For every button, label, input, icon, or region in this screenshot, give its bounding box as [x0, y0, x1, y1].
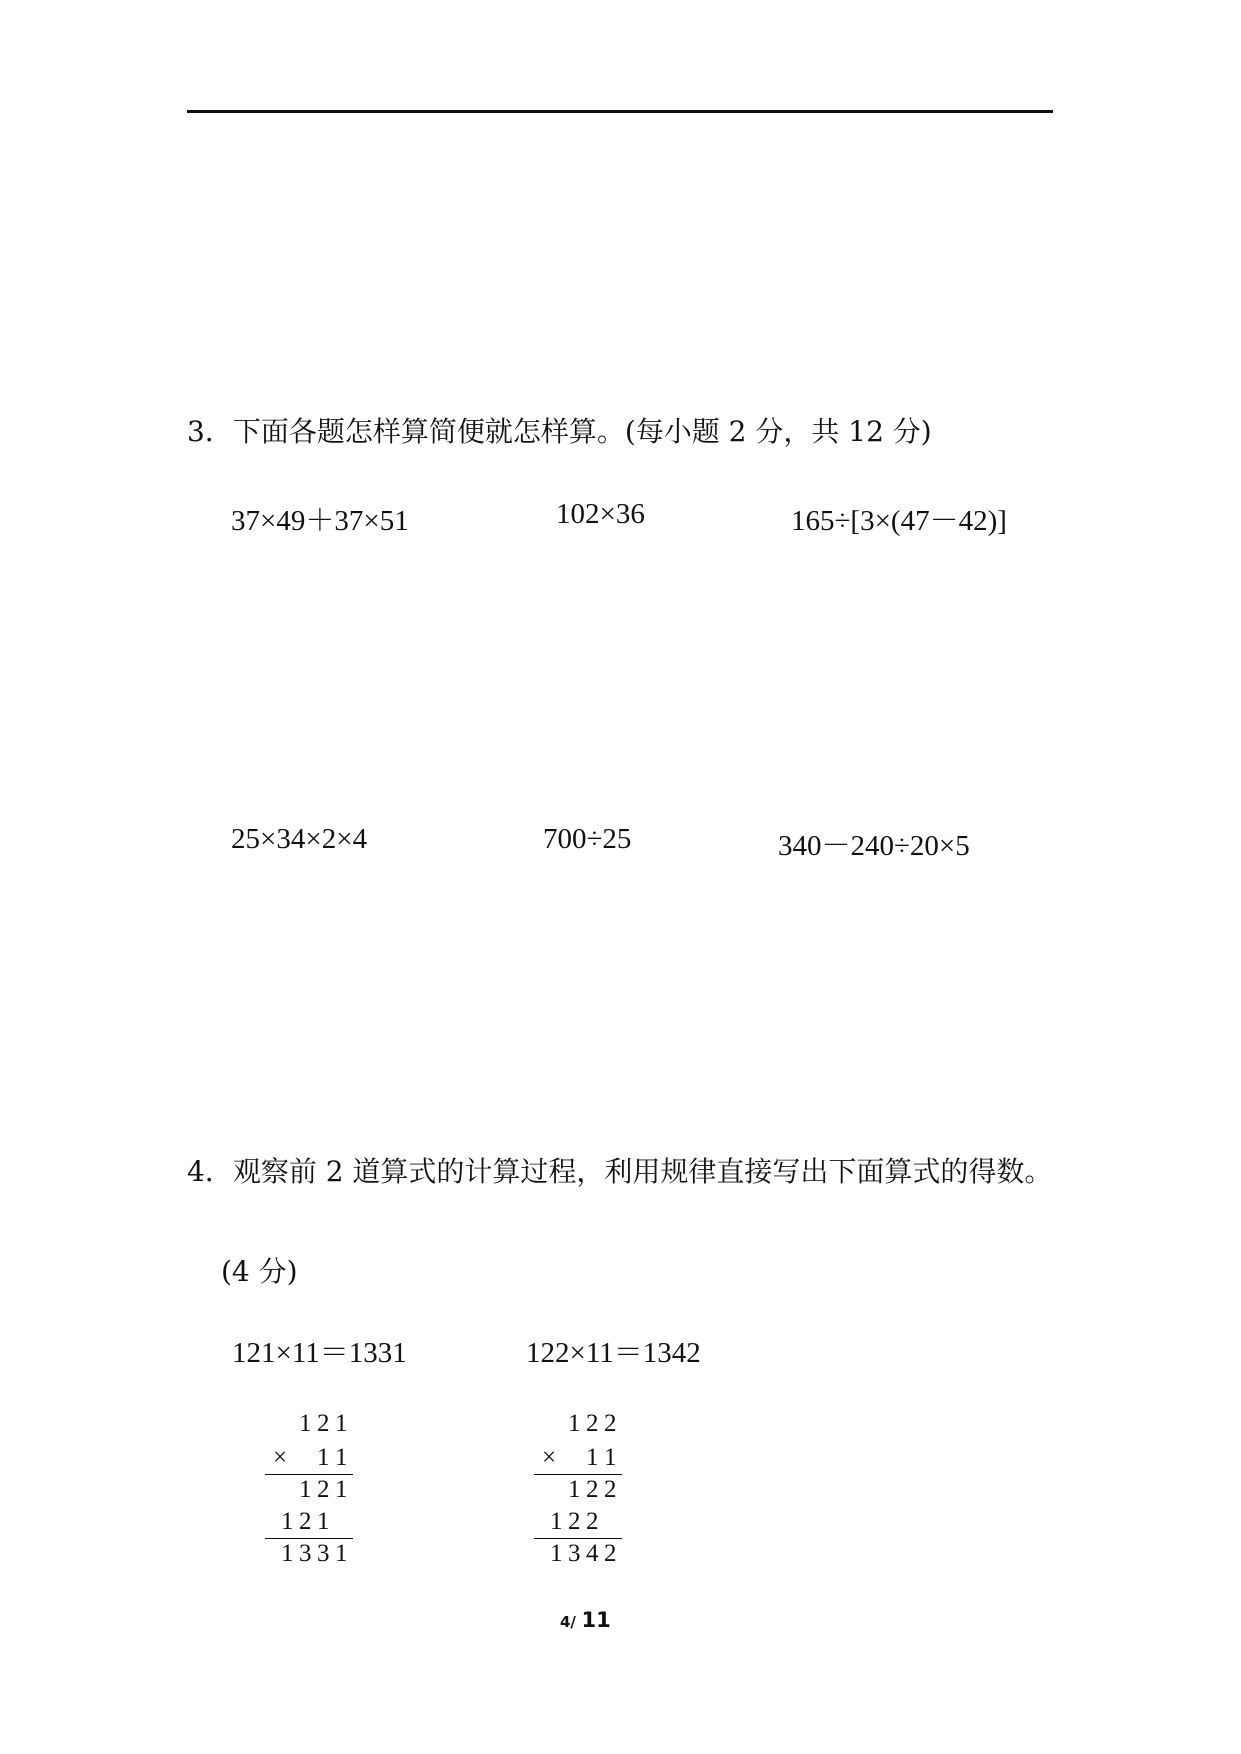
- partial-product-row: [265, 1476, 365, 1506]
- partial-product-row: [534, 1508, 634, 1538]
- digit: 1: [281, 1540, 294, 1567]
- multiplier-row: [265, 1444, 365, 1474]
- multiplicand-row: [265, 1410, 365, 1440]
- partial-product-row: [534, 1476, 634, 1506]
- result-row: [265, 1540, 365, 1570]
- digit: 2: [568, 1508, 581, 1535]
- digit: 2: [586, 1508, 599, 1535]
- digit: 1: [317, 1444, 330, 1471]
- expression-2: 102×36: [556, 498, 645, 530]
- digit: 1: [568, 1476, 581, 1503]
- question-4-points: (4 分): [221, 1255, 298, 1288]
- digit: 1: [317, 1508, 330, 1535]
- underline: [265, 1474, 353, 1475]
- digit: 2: [604, 1476, 617, 1503]
- digit: 4: [586, 1540, 599, 1567]
- question-3-heading: 3．下面各题怎样算简便就怎样算。(每小题 2 分，共 12 分): [187, 415, 932, 448]
- underline: [265, 1538, 353, 1539]
- underline: [534, 1474, 622, 1475]
- expression-1: 37×49＋37×51: [231, 505, 409, 537]
- digit: 3: [317, 1540, 330, 1567]
- expression-6: 340－240÷20×5: [778, 830, 970, 862]
- digit: 1: [335, 1476, 348, 1503]
- digit: 1: [335, 1444, 348, 1471]
- equation-2: 122×11＝1342: [526, 1337, 701, 1369]
- expression-3: 165÷[3×(47－42)]: [791, 505, 1007, 537]
- digit: 2: [604, 1410, 617, 1437]
- digit: 2: [604, 1540, 617, 1567]
- digit: 2: [317, 1410, 330, 1437]
- digit: 2: [299, 1508, 312, 1535]
- header-rule: [187, 110, 1053, 113]
- digit: 1: [299, 1476, 312, 1503]
- digit: 3: [299, 1540, 312, 1567]
- page-number: [560, 1608, 611, 1632]
- digit: 1: [299, 1410, 312, 1437]
- digit: 1: [586, 1444, 599, 1471]
- times-sign: ×: [273, 1444, 288, 1471]
- digit: 1: [550, 1508, 563, 1535]
- expression-5: 700÷25: [543, 823, 632, 855]
- multiplier-row: [534, 1444, 634, 1474]
- multiplicand-row: [534, 1410, 634, 1440]
- digit: 1: [281, 1508, 294, 1535]
- underline: [534, 1538, 622, 1539]
- result-row: [534, 1540, 634, 1570]
- digit: 2: [586, 1476, 599, 1503]
- digit: 1: [335, 1410, 348, 1437]
- digit: 1: [550, 1540, 563, 1567]
- question-4-heading: 4．观察前 2 道算式的计算过程，利用规律直接写出下面算式的得数。: [187, 1155, 1053, 1188]
- digit: 2: [586, 1410, 599, 1437]
- digit: 3: [568, 1540, 581, 1567]
- digit: 1: [604, 1444, 617, 1471]
- expression-4: 25×34×2×4: [231, 823, 368, 855]
- digit: 1: [335, 1540, 348, 1567]
- current-page: 4/: [560, 1613, 576, 1631]
- equation-1: 121×11＝1331: [232, 1337, 407, 1369]
- partial-product-row: [265, 1508, 365, 1538]
- digit: 1: [568, 1410, 581, 1437]
- times-sign: ×: [542, 1444, 557, 1471]
- total-pages: 11: [581, 1608, 611, 1632]
- digit: 2: [317, 1476, 330, 1503]
